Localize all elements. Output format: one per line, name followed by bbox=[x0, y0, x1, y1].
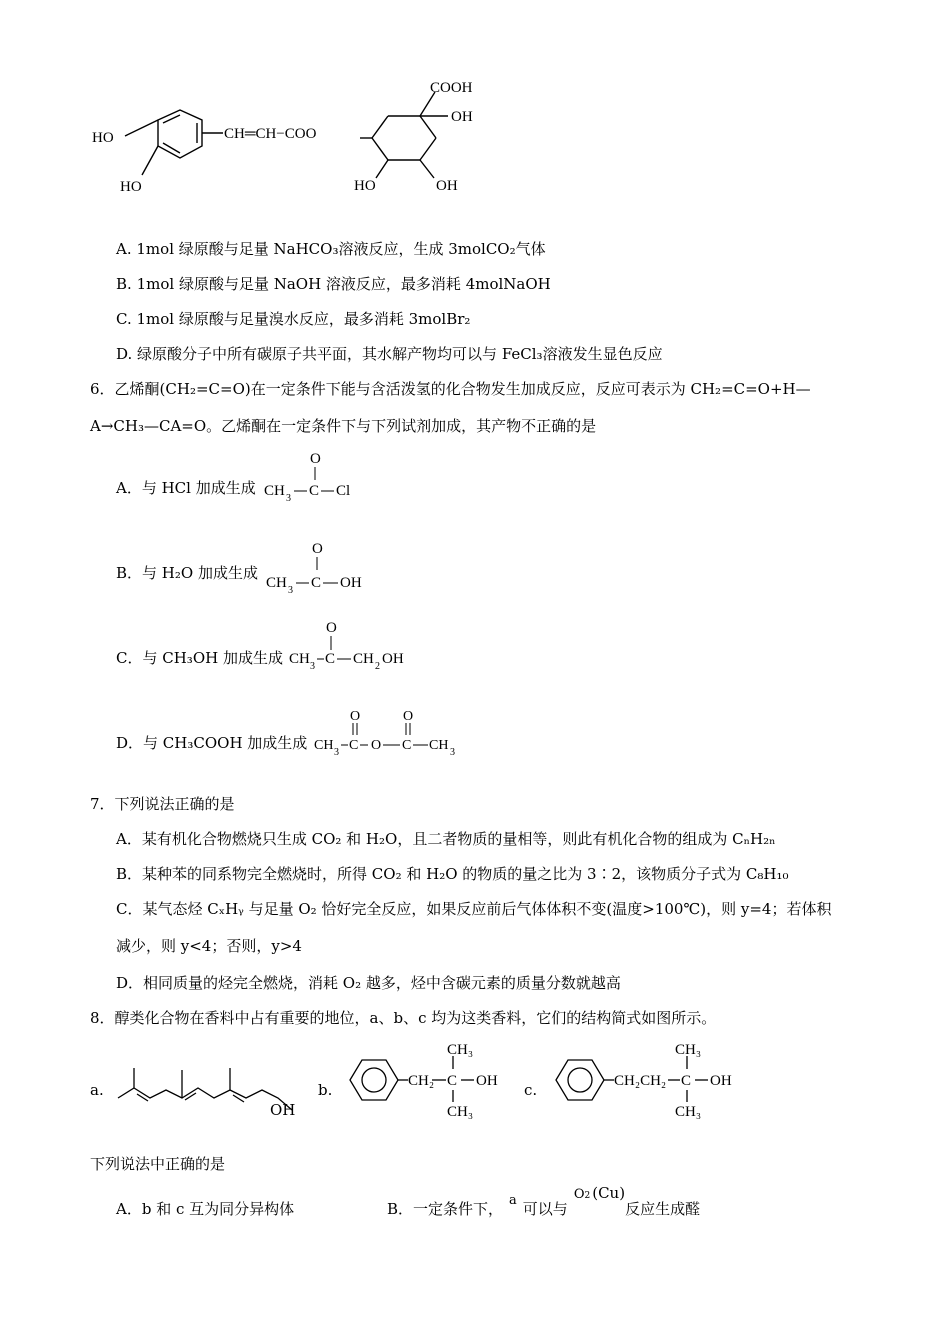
q6-stem-line2: A→CH₃—CA=O。乙烯酮在一定条件下与下列试剂加成，其产物不正确的是 bbox=[90, 417, 597, 435]
svg-text:O: O bbox=[326, 620, 337, 636]
q8-stem: 8．醇类化合物在香料中占有重要的地位，a、b、c 均为这类香料，它们的结构简式如图所示。 bbox=[90, 1009, 717, 1027]
ho-bottom-label: HO bbox=[120, 179, 142, 195]
q7-stem: 7．下列说法正确的是 bbox=[90, 795, 235, 813]
svg-text:OH: OH bbox=[476, 1073, 498, 1089]
q7-option-a: A．某有机化合物燃烧只生成 CO₂ 和 H₂O，且二者物质的量相等，则此有机化合物的组成为 CₙH₂ₙ bbox=[116, 830, 776, 848]
q5-option-a: A. 1mol 绿原酸与足量 NaHCO₃溶液反应，生成 3molCO₂气体 bbox=[116, 240, 546, 258]
q6-option-a-text: A．与 HCl 加成生成 bbox=[116, 479, 256, 497]
q6-option-b-formula bbox=[264, 537, 374, 597]
q6-option-a-formula bbox=[262, 447, 372, 507]
q8-label-b: b. bbox=[318, 1081, 333, 1099]
q6-option-d-formula bbox=[312, 704, 472, 764]
svg-text:CH₃: CH₃ bbox=[447, 1042, 474, 1058]
svg-text:CH₂: CH₂ bbox=[408, 1073, 435, 1089]
svg-text:CH: CH bbox=[266, 575, 287, 591]
svg-text:Cl: Cl bbox=[336, 483, 351, 499]
q8-structure-b bbox=[340, 1040, 520, 1120]
chain-label: CH═CH−COO bbox=[224, 126, 317, 142]
ho-top-label: HO bbox=[92, 130, 114, 146]
svg-text:3: 3 bbox=[288, 585, 293, 596]
q7-option-b: B．某种苯的同系物完全燃烧时，所得 CO₂ 和 H₂O 的物质的量之比为 3∶2，该物质分子式为 C₈H₁₀ bbox=[116, 865, 789, 883]
svg-text:3: 3 bbox=[334, 747, 339, 758]
svg-text:3: 3 bbox=[450, 747, 455, 758]
q7-option-c: C．某气态烃 CₓHᵧ 与足量 O₂ 恰好完全反应，如果反应前后气体体积不变(温度>100℃)，则 y=4；若体积 bbox=[116, 900, 832, 918]
svg-text:OH: OH bbox=[710, 1073, 732, 1089]
svg-text:OH: OH bbox=[340, 575, 362, 591]
svg-text:CH: CH bbox=[353, 651, 374, 667]
q6-option-b-text: B．与 H₂O 加成生成 bbox=[116, 564, 258, 582]
q8-option-b: B．一定条件下， a 可以与O2 (Cu)反应生成醛 bbox=[387, 1184, 701, 1218]
svg-text:C: C bbox=[349, 738, 359, 753]
q5-option-d: D. 绿原酸分子中所有碳原子共平面，其水解产物均可以与 FeCl₃溶液发生显色反应 bbox=[116, 345, 663, 363]
svg-text:CH₂CH₂: CH₂CH₂ bbox=[614, 1073, 667, 1089]
q8-label-c: c. bbox=[524, 1081, 538, 1099]
svg-text:CH: CH bbox=[429, 738, 449, 753]
q6-option-c-text: C．与 CH₃OH 加成生成 bbox=[116, 649, 283, 667]
q6-option-c-formula bbox=[287, 616, 427, 676]
svg-text:2: 2 bbox=[375, 661, 380, 672]
svg-text:CH₃: CH₃ bbox=[447, 1104, 474, 1120]
q5-option-c: C. 1mol 绿原酸与足量溴水反应，最多消耗 3molBr₂ bbox=[116, 310, 471, 328]
chlorogenic-acid-structure bbox=[80, 70, 520, 200]
svg-text:CH: CH bbox=[289, 651, 310, 667]
svg-text:CH: CH bbox=[314, 738, 334, 753]
cooh-label: COOH bbox=[430, 80, 473, 96]
svg-text:OH: OH bbox=[382, 651, 404, 667]
oh-ring-label: OH bbox=[436, 178, 458, 194]
q8-option-a: A．b 和 c 互为同分异构体 bbox=[116, 1200, 295, 1218]
oh-right-label: OH bbox=[451, 109, 473, 125]
q8-a-oh: OH bbox=[270, 1101, 296, 1119]
svg-text:C: C bbox=[325, 651, 336, 667]
svg-text:O: O bbox=[403, 709, 414, 724]
svg-text:CH₃: CH₃ bbox=[675, 1104, 702, 1120]
q7-option-c-cont: 减少，则 y<4；否则，y>4 bbox=[116, 937, 302, 955]
svg-text:O: O bbox=[312, 541, 323, 557]
svg-text:C: C bbox=[681, 1073, 692, 1089]
svg-text:C: C bbox=[311, 575, 322, 591]
svg-text:O: O bbox=[310, 451, 321, 467]
ho-ring-label: HO bbox=[354, 178, 376, 194]
q8-sub-stem: 下列说法中正确的是 bbox=[90, 1155, 226, 1173]
q8-structure-c bbox=[546, 1040, 756, 1120]
q8-label-a: a. bbox=[90, 1081, 104, 1099]
svg-text:CH: CH bbox=[264, 483, 285, 499]
svg-text:3: 3 bbox=[286, 493, 291, 504]
svg-text:CH₃: CH₃ bbox=[675, 1042, 702, 1058]
svg-text:3: 3 bbox=[310, 661, 315, 672]
q7-option-d: D．相同质量的烃完全燃烧，消耗 O₂ 越多，烃中含碳元素的质量分数就越高 bbox=[116, 974, 621, 992]
q5-option-b: B. 1mol 绿原酸与足量 NaOH 溶液反应，最多消耗 4molNaOH bbox=[116, 275, 551, 293]
q6-stem-line1: 6．乙烯酮(CH₂=C=O)在一定条件下能与含活泼氢的化合物发生加成反应，反应可表示为 CH₂=C=O+H— bbox=[90, 380, 811, 398]
svg-text:O: O bbox=[371, 738, 382, 753]
q6-option-d-text: D．与 CH₃COOH 加成生成 bbox=[116, 734, 308, 752]
svg-text:C: C bbox=[447, 1073, 458, 1089]
svg-text:O: O bbox=[350, 709, 361, 724]
svg-text:C: C bbox=[309, 483, 320, 499]
svg-text:C: C bbox=[402, 738, 412, 753]
